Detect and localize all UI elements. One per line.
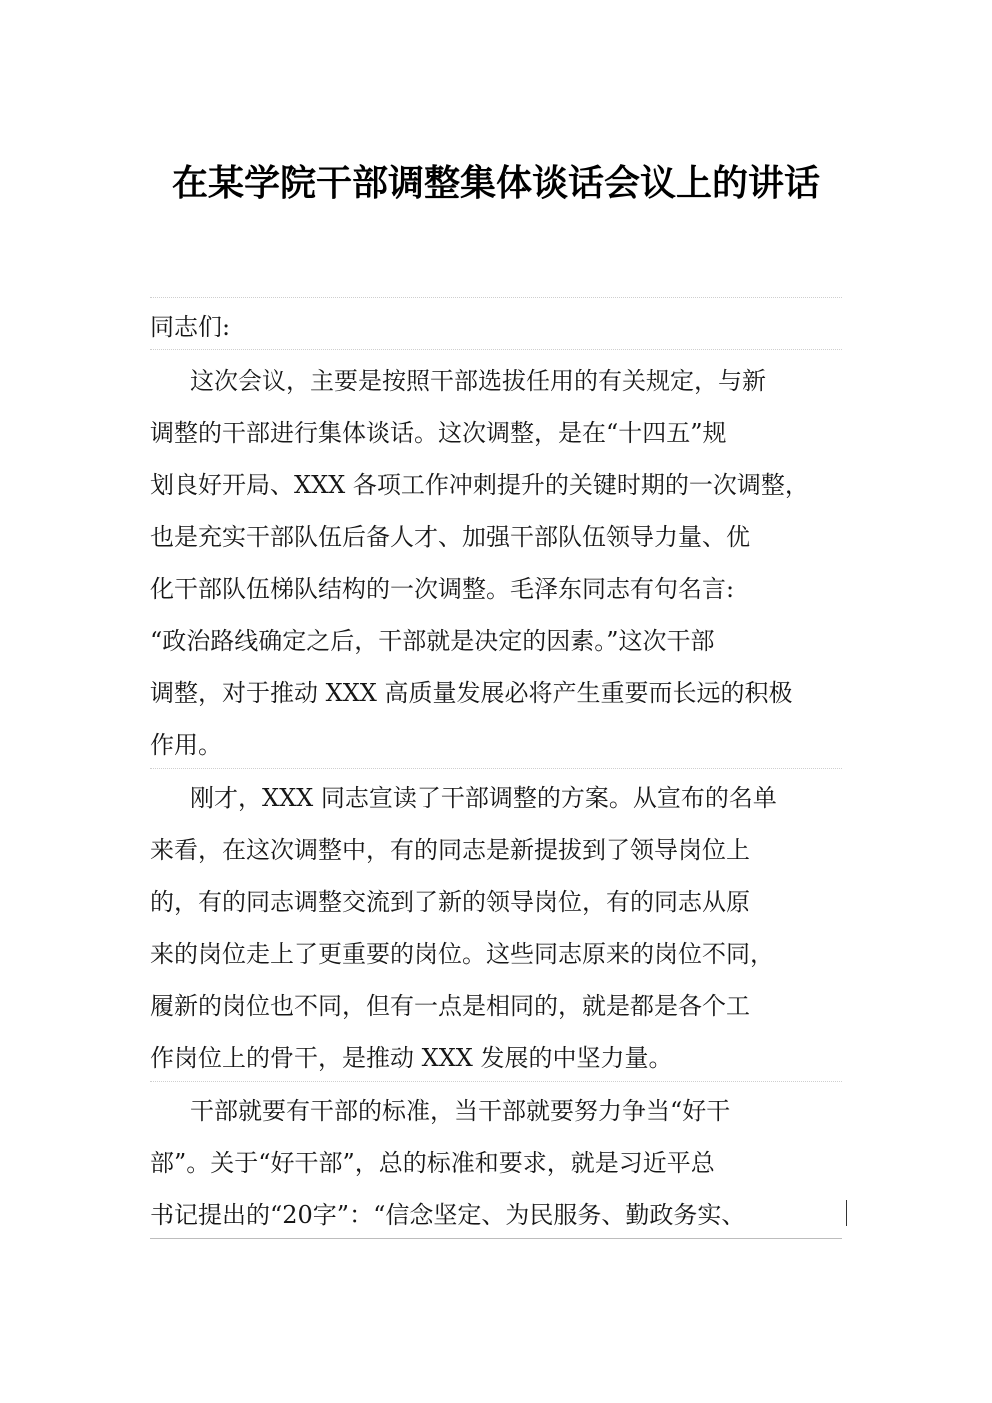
- paragraph-1-line: “政治路线确定之后，干部就是决定的因素。”这次干部: [150, 627, 715, 655]
- paragraph-1-line: 调整，对于推动 XXX 高质量发展必将产生重要而长远的积极: [150, 679, 793, 707]
- paragraph-1-line: 化干部队伍梯队结构的一次调整。毛泽东同志有句名言:: [150, 575, 735, 603]
- paragraph-1-line: 作用。: [150, 731, 222, 759]
- paragraph-3-line: 部”。关于“好干部”，总的标准和要求，就是习近平总: [150, 1149, 715, 1177]
- divider: [150, 349, 842, 350]
- paragraph-2-line: 来看，在这次调整中，有的同志是新提拔到了领导岗位上: [150, 836, 750, 864]
- paragraph-2-line: 的，有的同志调整交流到了新的领导岗位，有的同志从原: [150, 888, 750, 916]
- paragraph-1-line: 调整的干部进行集体谈话。这次调整，是在“十四五”规: [150, 419, 727, 447]
- paragraph-1-line: 划良好开局、XXX 各项工作冲刺提升的关键时期的一次调整，: [150, 471, 809, 499]
- paragraph-3-line: 干部就要有干部的标准，当干部就要努力争当“好干: [190, 1097, 731, 1125]
- document-title: 在某学院干部调整集体谈话会议上的讲话: [171, 162, 820, 204]
- paragraph-1-line: 也是充实干部队伍后备人才、加强干部队伍领导力量、优: [150, 523, 750, 551]
- divider: [150, 1081, 842, 1082]
- paragraph-2-line: 来的岗位走上了更重要的岗位。这些同志原来的岗位不同，: [150, 940, 774, 968]
- paragraph-1-line: 这次会议，主要是按照干部选拔任用的有关规定，与新: [190, 367, 766, 395]
- text-cursor-mark: [846, 1200, 847, 1226]
- page-bottom-rule: [150, 1238, 842, 1239]
- divider: [150, 768, 842, 769]
- paragraph-2-line: 作岗位上的骨干，是推动 XXX 发展的中坚力量。: [150, 1044, 673, 1072]
- divider: [150, 297, 842, 298]
- salutation: 同志们:: [150, 313, 231, 341]
- paragraph-2-line: 刚才，XXX 同志宣读了干部调整的方案。从宣布的名单: [190, 784, 777, 812]
- paragraph-2-line: 履新的岗位也不同，但有一点是相同的，就是都是各个工: [150, 992, 750, 1020]
- paragraph-3-line: 书记提出的“20字”：“信念坚定、为民服务、勤政务实、: [150, 1201, 746, 1229]
